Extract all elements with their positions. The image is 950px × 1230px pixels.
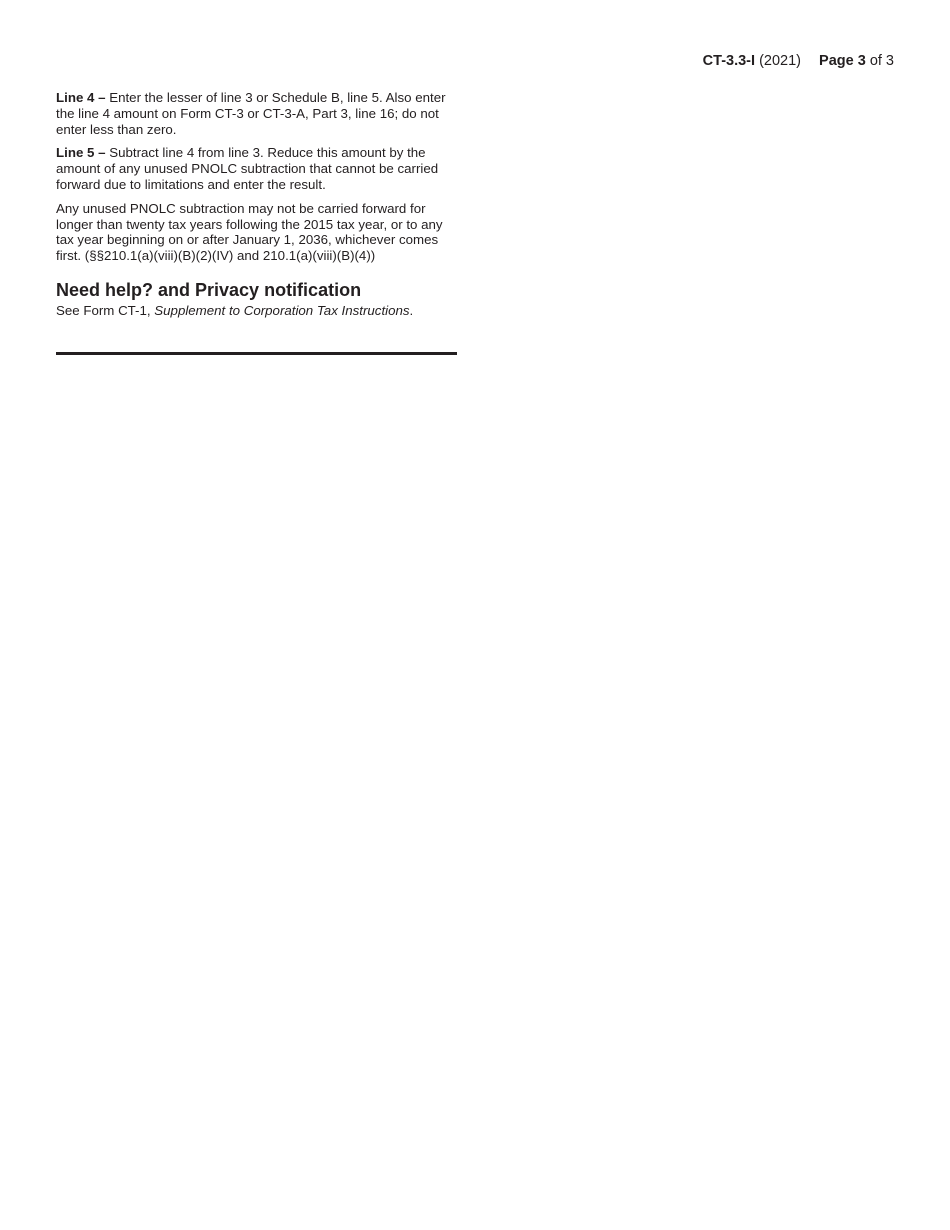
line5-text: Subtract line 4 from line 3. Reduce this amount by the amount of any unused PNOLC subtraction that cannot be carried forward due to limitations and enter the result. bbox=[56, 145, 439, 192]
carryforward-paragraph: Any unused PNOLC subtraction may not be carried forward for longer than twenty tax years following the 2015 tax year, or to any tax year beginning on or after January 1, 2036, whichever comes first. (§§210.1(a)(viii)(B)(2)(IV) and 210.1(a)(viii)(B)(4)) bbox=[56, 200, 443, 264]
form-id: CT-3.3-I bbox=[702, 53, 756, 69]
line4-paragraph bbox=[56, 90, 458, 137]
help-see-prefix: See Form CT-1, bbox=[56, 302, 155, 318]
page-label: Page 3 bbox=[819, 53, 866, 69]
instructions-column bbox=[56, 90, 458, 319]
line5-label: Line 5 – bbox=[56, 145, 106, 161]
page-of: of 3 bbox=[869, 53, 894, 69]
help-reference bbox=[56, 303, 458, 319]
help-see-title: Supplement to Corporation Tax Instructions bbox=[154, 302, 410, 318]
end-rule bbox=[56, 352, 457, 355]
line5-paragraph bbox=[56, 145, 458, 192]
page-header bbox=[703, 53, 894, 69]
help-see-suffix: . bbox=[409, 302, 414, 318]
form-year: (2021) bbox=[759, 53, 801, 69]
help-heading: Need help? and Privacy notification bbox=[56, 279, 362, 300]
line4-label: Line 4 – bbox=[56, 90, 106, 105]
line4-text: Enter the lesser of line 3 or Schedule B, line 5. Also enter the line 4 amount on Form CT-3 or CT-3-A, Part 3, line 16; do not enter less than zero. bbox=[56, 90, 446, 137]
